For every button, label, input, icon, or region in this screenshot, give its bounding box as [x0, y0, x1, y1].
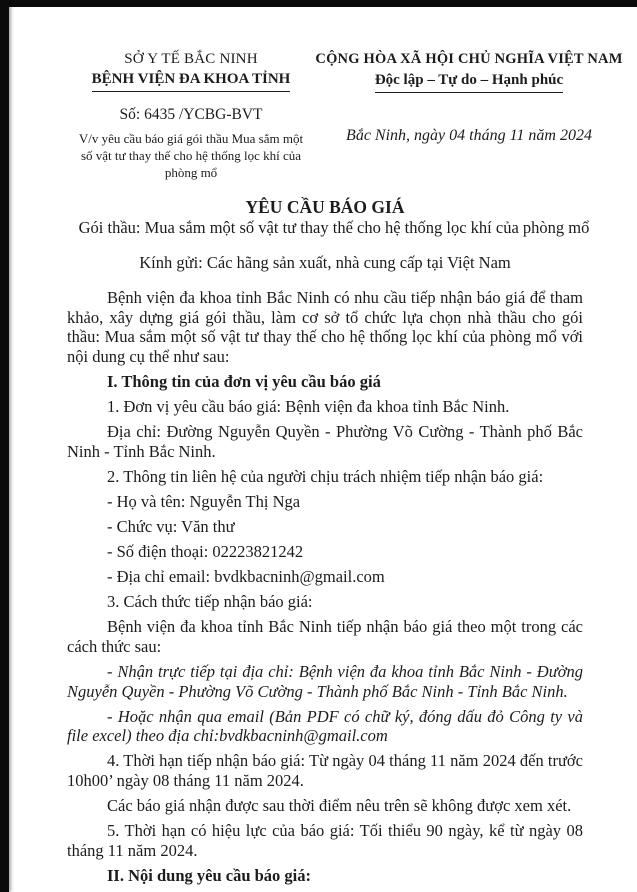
reception-method-email: - Hoặc nhận qua email (Bản PDF có chữ ký, đóng dấu đỏ Công ty và file excel) theo địa chỉ:bvdkbacninh@gmail.com: [67, 706, 583, 746]
section-2-heading: II. Nội dung yêu cầu báo giá:: [107, 865, 312, 885]
scan-black-edge-left: [0, 0, 9, 892]
item-address: Địa chỉ: Đường Nguyễn Quyền - Phường Võ Cường - Thành phố Bắc Ninh - Tỉnh Bắc Ninh.: [67, 422, 583, 461]
intro-paragraph: Bệnh viện đa khoa tỉnh Bắc Ninh có nhu cầu tiếp nhận báo giá để tham khảo, xây dựng giá gói thầu, làm cơ sở tổ chức lựa chọn nhà thầu cho gói thầu: Mua sắm một số vật tư thay thế cho hệ thống lọc khí của phòng mổ với nội dung cụ thể như sau:: [67, 288, 583, 366]
republic-block: [315, 50, 623, 181]
national-motto-row: [315, 70, 623, 93]
document-subtitle: Gói thầu: Mua sắm một số vật tư thay thế cho hệ thống lọc khí của phòng mổ: [78, 218, 590, 237]
subject-note: V/v yêu cầu báo giá gói thầu Mua sắm một số vật tư thay thế cho hệ thống lọc khí của phòng mổ: [78, 131, 304, 180]
document-body: [67, 288, 583, 885]
item-contact-phone: - Số điện thoại: 02223821242: [107, 542, 304, 562]
place-date-line: Bắc Ninh, ngày 04 tháng 11 năm 2024: [346, 127, 592, 144]
national-name: CỘNG HÒA XÃ HỘI CHỦ NGHĨA VIỆT NAM: [315, 51, 623, 67]
document-header: [67, 50, 623, 181]
issuer-block: [67, 50, 315, 181]
issuer-org-name-row: [67, 69, 315, 92]
document-number: Số: 6435 /YCBG-BVT: [119, 106, 263, 123]
reception-method-intro: Bệnh viện đa khoa tỉnh Bắc Ninh tiếp nhận báo giá theo một trong các cách thức sau:: [67, 617, 583, 656]
late-quotes-note: Các báo giá nhận được sau thời điểm nêu trên sẽ không được xem xét.: [107, 796, 572, 816]
item-requesting-unit: 1. Đơn vị yêu cầu báo giá: Bệnh viện đa khoa tỉnh Bắc Ninh.: [107, 396, 510, 416]
national-motto: Độc lập – Tự do – Hạnh phúc: [375, 71, 563, 93]
issuer-org-name: BỆNH VIỆN ĐA KHOA TỈNH: [92, 70, 291, 92]
item-validity: 5. Thời hạn có hiệu lực của báo giá: Tối thiểu 90 ngày, kể từ ngày 08 tháng 11 năm 2024.: [67, 821, 583, 860]
scan-black-edge-top: [0, 0, 637, 7]
item-contact-position: - Chức vụ: Văn thư: [107, 516, 235, 536]
reception-method-direct: - Nhận trực tiếp tại địa chỉ: Bệnh viện đa khoa tỉnh Bắc Ninh - Đường Nguyễn Quyền - Phường Võ Cường - Thành phố Bắc Ninh - Tỉnh Bắc Ninh.: [67, 662, 583, 701]
item-deadline: 4. Thời hạn tiếp nhận báo giá: Từ ngày 04 tháng 11 năm 2024 đến trước 10h00’ ngày 08 tháng 11 năm 2024.: [67, 751, 583, 790]
document-title: YÊU CẦU BÁO GIÁ: [245, 197, 405, 217]
section-1-heading: I. Thông tin của đơn vị yêu cầu báo giá: [107, 371, 381, 391]
issuer-parent-org: SỞ Y TẾ BẮC NINH: [124, 51, 258, 67]
item-contact-name: - Họ và tên: Nguyễn Thị Nga: [107, 491, 301, 511]
item-contact-email: - Địa chỉ email: bvdkbacninh@gmail.com: [107, 567, 385, 587]
item-reception-method-heading: 3. Cách thức tiếp nhận báo giá:: [107, 592, 313, 612]
salutation-line: Kính gửi: Các hãng sản xuất, nhà cung cấp tại Việt Nam: [139, 253, 511, 272]
item-contact-info-heading: 2. Thông tin liên hệ của người chịu trách nhiệm tiếp nhận báo giá:: [107, 466, 544, 486]
